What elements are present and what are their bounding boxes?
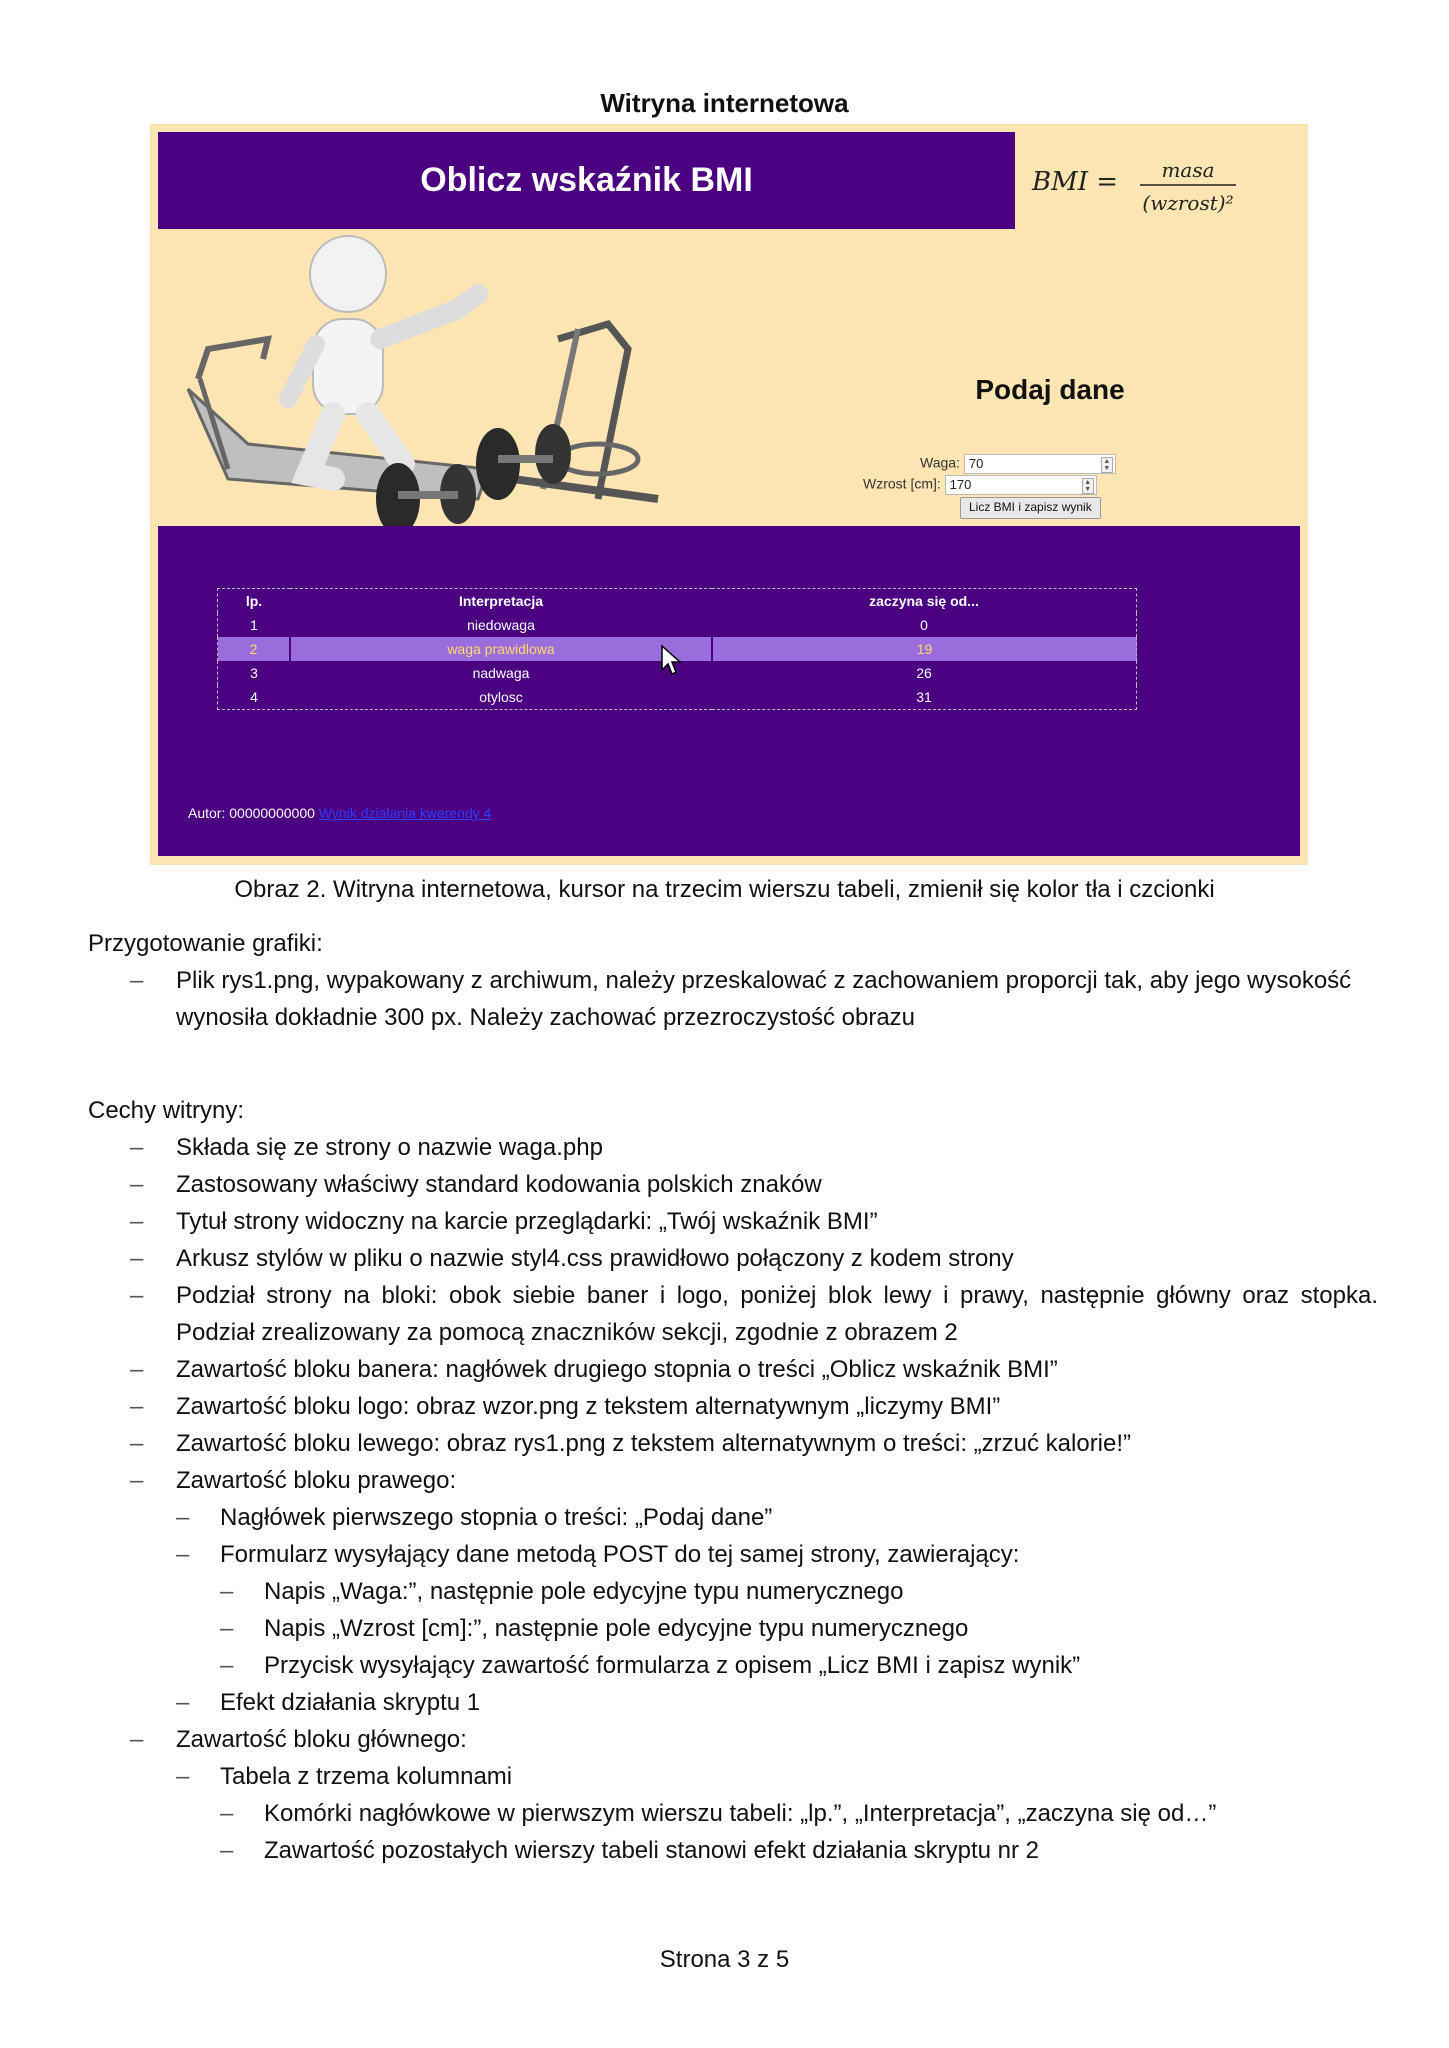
list-item: – Formularz wysyłający dane metodą POST do tej samej strony, zawierający:: [176, 1541, 1020, 1568]
cell-zaczyna: 26: [916, 665, 932, 681]
list-item: – Arkusz stylów w pliku o nazwie styl4.css prawidłowo połączony z kodem strony: [130, 1245, 1014, 1272]
page-number: Strona 3 z 5: [659, 1946, 790, 1973]
list-item: – Składa się ze strony o nazwie waga.php: [130, 1134, 603, 1161]
list-item: – Podział strony na bloki: obok siebie baner i logo, poniżej blok lewy i prawy, następnie główny oraz stopka. Podział zrealizowany za pomocą znaczników sekcji, zgodnie z obrazem 2: [130, 1282, 1378, 1346]
height-input[interactable]: [945, 475, 1097, 495]
list-item: – Zawartość bloku lewego: obraz rys1.png z tekstem alternatywnym o treści: „zrzuć kalorie!”: [130, 1430, 1132, 1457]
cell-lp: 1: [250, 617, 258, 633]
header-zaczyna: zaczyna się od...: [869, 593, 979, 609]
website-screenshot: [150, 124, 1308, 865]
figure-caption: Obraz 2. Witryna internetowa, kursor na trzecim wierszu tabeli, zmienił się kolor tła i czcionki: [234, 876, 1215, 903]
banner-heading: Oblicz wskaźnik BMI: [420, 161, 753, 199]
table-row[interactable]: [218, 685, 1137, 710]
cell-zaczyna: 31: [916, 689, 932, 705]
cell-lp: 2: [218, 637, 291, 661]
list-item: – Zawartość bloku logo: obraz wzor.png z tekstem alternatywnym „liczymy BMI”: [130, 1393, 1001, 1420]
weight-input[interactable]: [964, 454, 1116, 474]
list-item: – Napis „Waga:”, następnie pole edycyjne typu numerycznego: [220, 1578, 904, 1605]
features-heading: Cechy witryny:: [88, 1097, 245, 1124]
graphics-list: [88, 962, 1378, 1036]
cell-interpretacja: niedowaga: [467, 617, 535, 633]
cell-interpretacja: nadwaga: [472, 665, 530, 681]
footer-author: Autor: 00000000000: [188, 805, 315, 821]
list-item: – Zastosowany właściwy standard kodowania polskich znaków: [130, 1171, 822, 1198]
graphics-heading: Przygotowanie grafiki:: [88, 930, 323, 957]
features-list: [88, 1129, 1378, 1869]
list-item: – Nagłówek pierwszego stopnia o treści: „Podaj dane”: [176, 1504, 773, 1531]
header-lp: lp.: [245, 593, 263, 609]
list-item: – Tytuł strony widoczny na karcie przeglądarki: „Twój wskaźnik BMI”: [130, 1208, 878, 1235]
cell-interpretacja: waga prawidlowa: [290, 637, 712, 661]
list-item: – Zawartość bloku prawego:: [130, 1467, 457, 1494]
cell-interpretacja: otylosc: [479, 689, 523, 705]
list-item: – Zawartość pozostałych wierszy tabeli stanowi efekt działania skryptu nr 2: [220, 1837, 1040, 1864]
logo-bmi-formula: [1020, 132, 1300, 229]
cell-zaczyna: 0: [920, 617, 928, 633]
height-label: Wzrost [cm]:: [863, 475, 941, 492]
list-item: – Przycisk wysyłający zawartość formularza z opisem „Licz BMI i zapisz wynik”: [220, 1652, 1081, 1679]
footer-block: [188, 805, 491, 821]
cell-lp: 4: [250, 689, 258, 705]
formula-lhs: BMI =: [1032, 167, 1119, 197]
fitness-figure-icon: [158, 229, 718, 529]
table-row[interactable]: [218, 613, 1137, 637]
submit-button[interactable]: Licz BMI i zapisz wynik: [960, 497, 1101, 519]
document-title: Witryna internetowa: [600, 88, 849, 118]
list-item: – Napis „Wzrost [cm]:”, następnie pole edycyjne typu numerycznego: [220, 1615, 969, 1642]
cell-lp: 3: [250, 665, 258, 681]
list-item: – Zawartość bloku banera: nagłówek drugiego stopnia o treści „Oblicz wskaźnik BMI”: [130, 1356, 1058, 1383]
header-interpretacja: Interpretacja: [458, 593, 544, 609]
formula-numerator: masa: [1161, 158, 1215, 182]
list-item: – Tabela z trzema kolumnami: [176, 1763, 513, 1790]
table-header-row: [218, 589, 1137, 614]
weight-spinner-icon[interactable]: ▲ ▼: [1101, 457, 1113, 473]
list-item: – Zawartość bloku głównego:: [130, 1726, 467, 1753]
weight-label: Waga:: [920, 454, 960, 471]
formula-denominator: (wzrost)²: [1142, 191, 1234, 215]
weight-row: [920, 454, 1116, 474]
right-heading: Podaj dane: [975, 374, 1125, 405]
mouse-cursor-icon: [660, 644, 682, 676]
list-item: – Efekt działania skryptu 1: [176, 1689, 481, 1716]
weight-value: 70: [968, 456, 984, 471]
list-item: – Plik rys1.png, wypakowany z archiwum, należy przeskalować z zachowaniem proporcji tak, aby jego wysokość wynosiła dokładnie 300 px. Należy zachować przezroczystość obrazu: [130, 967, 1352, 1031]
height-spinner-icon[interactable]: ▲ ▼: [1082, 478, 1094, 494]
cell-zaczyna: 19: [712, 637, 1137, 661]
height-value: 170: [949, 477, 972, 492]
banner-block: [158, 132, 1015, 229]
footer-link[interactable]: Wynik działania kwerendy 4: [318, 805, 492, 821]
height-row: [863, 475, 1097, 495]
list-item: – Komórki nagłówkowe w pierwszym wierszu tabeli: „lp.”, „Interpretacja”, „zaczyna się od…”: [220, 1800, 1217, 1827]
